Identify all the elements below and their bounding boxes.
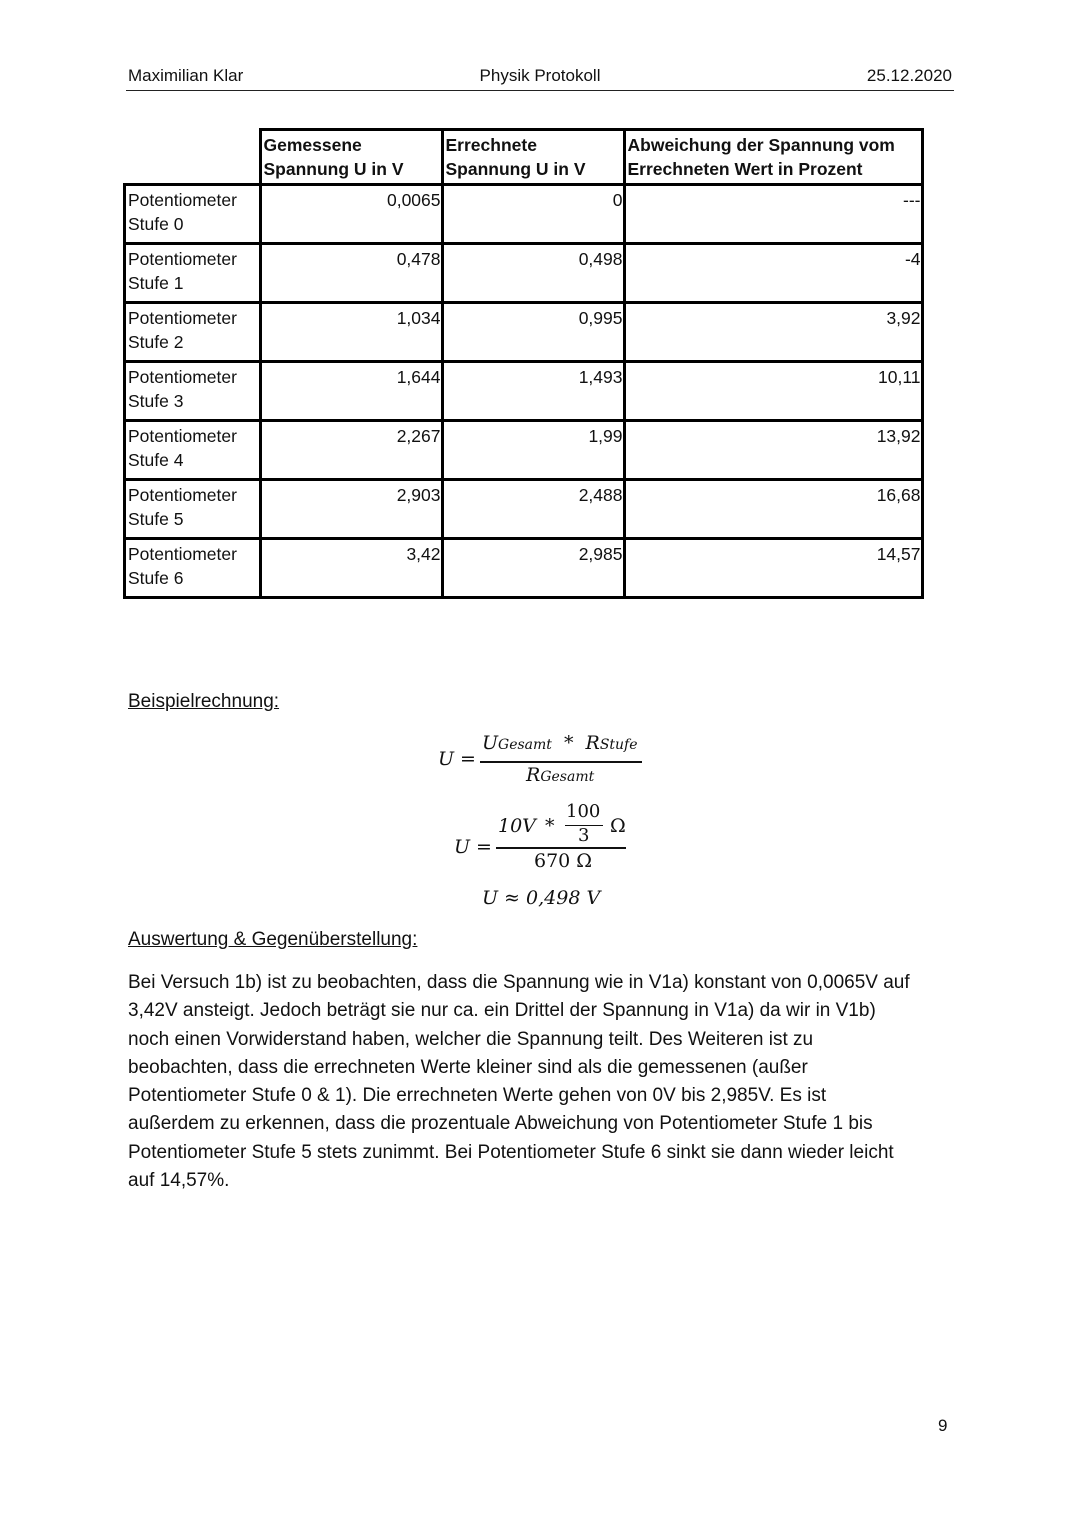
measured-value: 0,478 bbox=[260, 244, 442, 303]
table-row bbox=[125, 244, 923, 303]
row-label-line: Stufe 5 bbox=[128, 509, 184, 529]
formula1-sub-gesamt: Gesamt bbox=[498, 737, 552, 753]
table-row bbox=[125, 539, 923, 598]
formula1-den-sub: Gesamt bbox=[540, 769, 595, 785]
row-label-line: Stufe 4 bbox=[128, 450, 184, 470]
column-header-line: Abweichung der Spannung vom bbox=[627, 135, 895, 155]
paragraph-line: Bei Versuch 1b) ist zu beobachten, dass die Spannung wie in V1a) konstant von 0,0065V auf bbox=[128, 972, 910, 993]
row-label bbox=[125, 480, 261, 539]
paragraph-line: 3,42V ansteigt. Jedoch beträgt sie nur ca. ein Drittel der Spannung in V1a) da wir in V1b) bbox=[128, 1000, 876, 1022]
column-header-deviation bbox=[624, 130, 922, 185]
paragraph-line: auf 14,57%. bbox=[128, 1170, 230, 1192]
row-label-line: Stufe 0 bbox=[128, 214, 184, 234]
formula2-unit: Ω bbox=[610, 815, 626, 837]
measured-value: 3,42 bbox=[260, 539, 442, 598]
measured-value: 0,0065 bbox=[260, 185, 442, 244]
row-label bbox=[125, 362, 261, 421]
formula1-den-var: R bbox=[526, 764, 541, 786]
deviation-value: --- bbox=[624, 185, 922, 244]
column-header-calculated bbox=[442, 130, 624, 185]
row-label-line: Potentiometer bbox=[128, 426, 237, 446]
calculated-value: 0 bbox=[442, 185, 624, 244]
deviation-value: 14,57 bbox=[624, 539, 922, 598]
calculated-value: 2,488 bbox=[442, 480, 624, 539]
formula1-denominator bbox=[526, 764, 594, 786]
column-header-line: Spannung U in V bbox=[263, 159, 404, 179]
deviation-value: 3,92 bbox=[624, 303, 922, 362]
calculated-value: 2,985 bbox=[442, 539, 624, 598]
example-heading: Beispielrechnung: bbox=[128, 691, 280, 712]
column-header-line: Spannung U in V bbox=[445, 159, 586, 179]
paragraph-line: Potentiometer Stufe 5 stets zunimmt. Bei Potentiometer Stufe 6 sinkt sie dann wieder leicht bbox=[128, 1141, 894, 1163]
table-row bbox=[125, 303, 923, 362]
calculated-value: 0,995 bbox=[442, 303, 624, 362]
formula2-denominator: 670 Ω bbox=[534, 850, 593, 872]
row-label-line: Potentiometer bbox=[128, 249, 237, 269]
deviation-value: 13,92 bbox=[624, 421, 922, 480]
calculated-value: 0,498 bbox=[442, 244, 624, 303]
formula2-times: * bbox=[545, 815, 555, 837]
header-date: 25.12.2020 bbox=[866, 66, 952, 85]
row-label-line: Potentiometer bbox=[128, 190, 237, 210]
formula1-fraction-bar bbox=[480, 761, 642, 763]
formula1-sub-stufe: Stufe bbox=[599, 737, 638, 753]
row-label bbox=[125, 303, 261, 362]
evaluation-heading: Auswertung & Gegenüberstellung: bbox=[128, 929, 418, 950]
measured-value: 2,903 bbox=[260, 480, 442, 539]
row-label-line: Stufe 3 bbox=[128, 391, 184, 411]
deviation-value: 16,68 bbox=[624, 480, 922, 539]
formula2-inner-den: 3 bbox=[578, 825, 590, 846]
row-label bbox=[125, 539, 261, 598]
formula2-num-prefix: 10V bbox=[498, 815, 536, 837]
row-label-line: Potentiometer bbox=[128, 544, 237, 564]
header-author: Maximilian Klar bbox=[128, 66, 244, 85]
calculated-value: 1,99 bbox=[442, 421, 624, 480]
row-label bbox=[125, 421, 261, 480]
formula1-var-u: U bbox=[482, 732, 499, 754]
formula1-numerator bbox=[482, 732, 638, 754]
row-label-line: Stufe 1 bbox=[128, 273, 184, 293]
row-label-line: Potentiometer bbox=[128, 485, 237, 505]
table-header-row bbox=[125, 130, 923, 185]
table-row bbox=[125, 362, 923, 421]
header-title: Physik Protokoll bbox=[479, 66, 601, 85]
table-corner-cell bbox=[125, 130, 261, 185]
paragraph-line: außerdem zu erkennen, dass die prozentuale Abweichung von Potentiometer Stufe 1 bis bbox=[128, 1113, 873, 1135]
column-header-measured bbox=[260, 130, 442, 185]
formula-result: U ≈ 0,498 V bbox=[482, 887, 601, 909]
formula2-lhs: U = bbox=[454, 836, 492, 858]
measured-value: 1,644 bbox=[260, 362, 442, 421]
column-header-line: Errechneten Wert in Prozent bbox=[627, 159, 863, 179]
formula1-lhs: U = bbox=[438, 748, 476, 770]
column-header-line: Gemessene bbox=[263, 135, 362, 155]
voltage-table bbox=[123, 128, 924, 599]
row-label-line: Stufe 6 bbox=[128, 568, 184, 588]
paragraph-line: Potentiometer Stufe 0 & 1). Die errechneten Werte gehen von 0V bis 2,985V. Es ist bbox=[128, 1085, 827, 1107]
page-header bbox=[126, 64, 954, 91]
table-row bbox=[125, 185, 923, 244]
row-label-line: Potentiometer bbox=[128, 308, 237, 328]
row-label-line: Stufe 2 bbox=[128, 332, 184, 352]
formula2-fraction-bar bbox=[496, 847, 626, 849]
row-label bbox=[125, 185, 261, 244]
deviation-value: -4 bbox=[624, 244, 922, 303]
row-label-line: Potentiometer bbox=[128, 367, 237, 387]
paragraph-line: beobachten, dass die errechneten Werte kleiner sind als die gemessenen (außer bbox=[128, 1056, 808, 1078]
row-label bbox=[125, 244, 261, 303]
table-row bbox=[125, 421, 923, 480]
evaluation-paragraph bbox=[128, 969, 958, 1195]
column-header-line: Errechnete bbox=[445, 135, 537, 155]
calculated-value: 1,493 bbox=[442, 362, 624, 421]
table-row bbox=[125, 480, 923, 539]
measured-value: 2,267 bbox=[260, 421, 442, 480]
page-number: 9 bbox=[938, 1416, 948, 1435]
deviation-value: 10,11 bbox=[624, 362, 922, 421]
paragraph-line: noch einen Vorwiderstand haben, welcher die Spannung teilt. Des Weiteren ist zu bbox=[128, 1028, 814, 1050]
formula1-times: * bbox=[563, 732, 574, 754]
formula2-inner-num: 100 bbox=[566, 801, 601, 822]
measured-value: 1,034 bbox=[260, 303, 442, 362]
formula1-var-r: R bbox=[585, 732, 600, 754]
